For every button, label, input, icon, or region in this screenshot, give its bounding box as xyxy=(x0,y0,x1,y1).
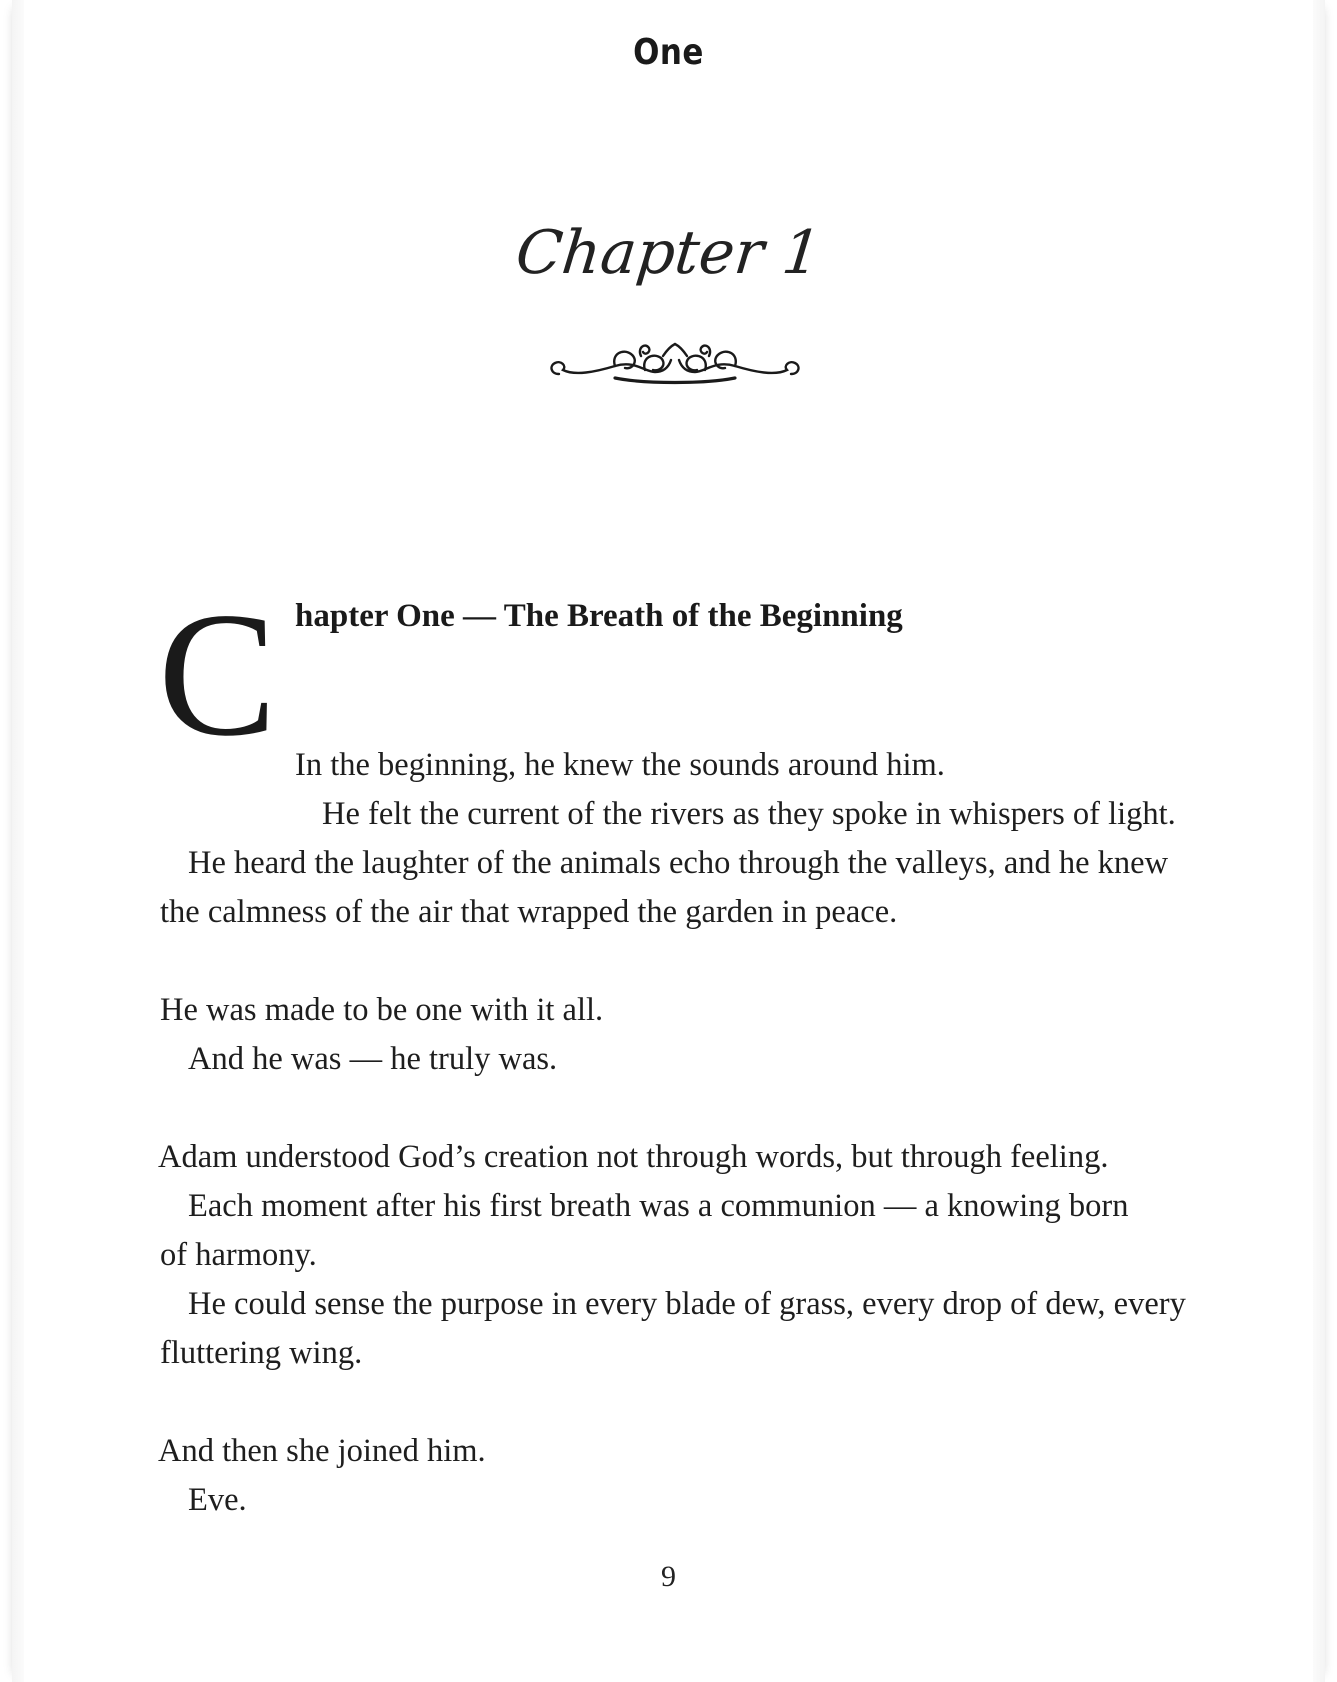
body-line: the calmness of the air that wrapped the garden in peace. xyxy=(160,894,898,930)
body-line: of harmony. xyxy=(160,1237,317,1273)
body-line: And then she joined him. xyxy=(158,1433,486,1469)
body-line: He could sense the purpose in every blade of grass, every drop of dew, every xyxy=(188,1286,1186,1322)
drop-cap: C xyxy=(158,575,277,773)
flourish-divider-icon xyxy=(545,326,805,396)
body-line: And he was — he truly was. xyxy=(188,1041,558,1077)
body-line: He heard the laughter of the animals echo through the valleys, and he knew xyxy=(188,845,1169,881)
body-line: Adam understood God’s creation not through words, but through feeling. xyxy=(158,1139,1109,1175)
body-line: He felt the current of the rivers as they spoke in whispers of light. xyxy=(322,796,1176,832)
body-line: In the beginning, he knew the sounds around him. xyxy=(295,747,945,783)
body-line: Each moment after his first breath was a communion — a knowing born xyxy=(188,1188,1129,1224)
section-heading: hapter One — The Breath of the Beginning xyxy=(295,598,903,634)
body-line: He was made to be one with it all. xyxy=(160,992,604,1028)
page-number: 9 xyxy=(661,1560,676,1593)
body-line: Eve. xyxy=(188,1482,247,1518)
running-head: One xyxy=(633,32,704,73)
chapter-title: Chapter 1 xyxy=(512,218,825,288)
body-line: fluttering wing. xyxy=(160,1335,363,1371)
